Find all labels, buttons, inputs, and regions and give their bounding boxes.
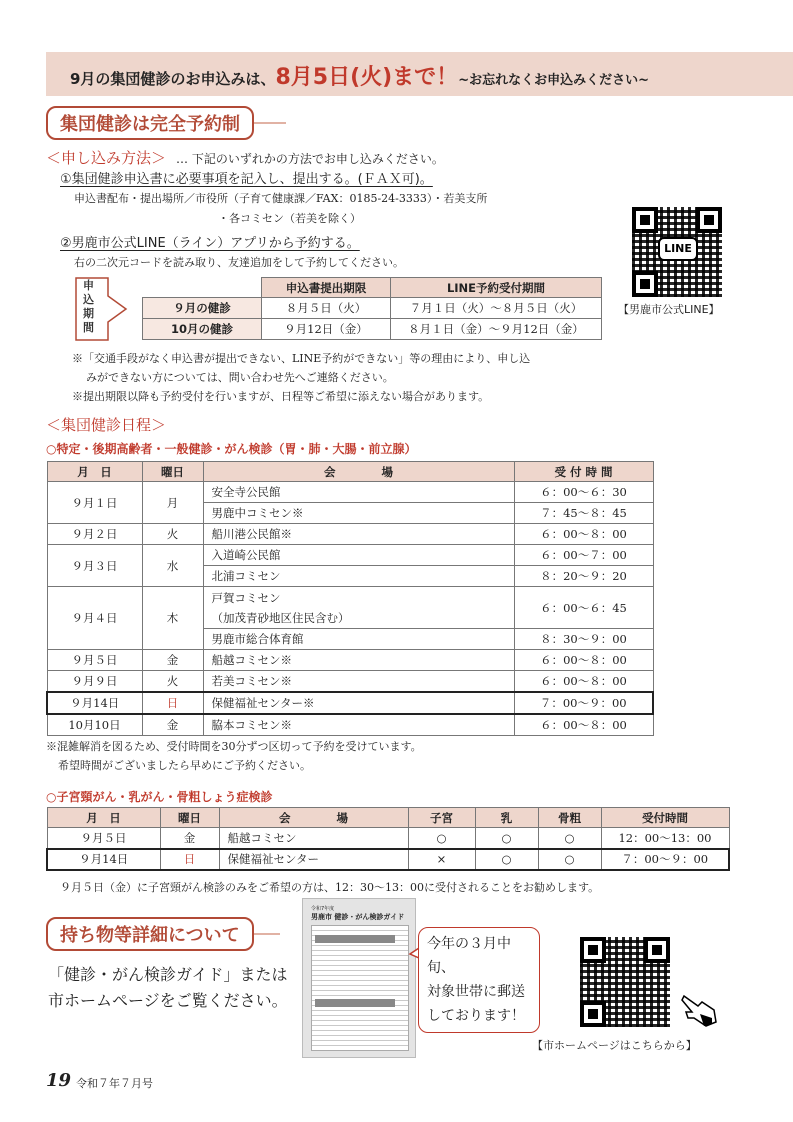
mail-notice-bubble — [418, 927, 540, 1033]
note-2: ※提出期限以降も予約受付を行いますが、日程等ご希望に添えない場合があります。 — [72, 390, 490, 403]
table-cell: ○ — [538, 849, 601, 870]
table-header: LINE予約受付期間 — [391, 278, 602, 298]
table-row-label: ９月の健診 — [143, 298, 262, 319]
schedule-venue: 入道崎公民館 — [203, 545, 514, 566]
schedule-date: 10月10日 — [47, 714, 142, 736]
schedule-venue: 脇本コミセン※ — [203, 714, 514, 736]
banner-text-3: ~お忘れなくお申込みください~ — [458, 73, 649, 88]
schedule-time: ６：00～７：00 — [514, 545, 653, 566]
belongings-line2: 市ホームページをご覧ください。 — [48, 991, 288, 1010]
table-cell: ９月14日 — [47, 849, 160, 870]
table-header: 会 場 — [219, 808, 408, 828]
schedule-time: ７：00～９：00 — [514, 692, 653, 714]
table-cell: 日 — [160, 849, 219, 870]
note-1a: ※「交通手段がなく申込書が提出できない、LINE予約ができない」等の理由により、申し込 — [72, 352, 531, 365]
homepage-qr-label: 【市ホームページはこちらから】 — [532, 1039, 697, 1052]
table-row — [47, 524, 653, 545]
schedule-date: ９月５日 — [47, 650, 142, 671]
schedule-day: 木 — [142, 587, 203, 650]
section-heading-reservation: 集団健診は完全予約制 — [46, 106, 254, 140]
table-cell: ○ — [475, 849, 538, 870]
option-1-title: ①集団健診申込書に必要事項を記入し、提出する。(ＦＡＸ可)。 — [60, 172, 433, 187]
application-period-label: 申込期間 — [83, 279, 94, 334]
schedule-date: ９月４日 — [47, 587, 142, 650]
table-cell: 12：00～13：00 — [601, 828, 729, 849]
schedule-date: ９月３日 — [47, 545, 142, 587]
table-header: 受付時間 — [601, 808, 729, 828]
table-cell: 金 — [160, 828, 219, 849]
schedule-table — [46, 461, 654, 736]
schedule-venue: 男鹿中コミセン※ — [203, 503, 514, 524]
bubble-line: 対象世帯に郵送 — [427, 984, 525, 1000]
table-row — [47, 828, 729, 849]
women-screening-subtitle: ○子宮頸がん・乳がん・骨粗しょう症検診 — [46, 790, 273, 804]
bubble-line: 今年の３月中旬、 — [427, 936, 511, 976]
banner-text-1: 9月の集団健診のお申込みは、 — [70, 70, 276, 88]
table-row — [47, 650, 653, 671]
table-cell: ○ — [538, 828, 601, 849]
women-screening-table — [46, 807, 730, 871]
women-screening-note: ９月５日（金）に子宮頸がん検診のみをご希望の方は、12：30～13：00に受付されることをお勧めします。 — [60, 881, 600, 894]
option-2-line1: 右の二次元コードを読み取り、友達追加をして予約してください。 — [74, 256, 404, 269]
schedule-time: ６：00～８：00 — [514, 650, 653, 671]
table-row-label: 10月の健診 — [143, 319, 262, 340]
schedule-title: ＜集団健診日程＞ — [46, 416, 167, 434]
schedule-day: 火 — [142, 524, 203, 545]
schedule-time: ８：20～９：20 — [514, 566, 653, 587]
homepage-qr-code[interactable] — [580, 937, 670, 1027]
issue-date: 令和７年７月号 — [76, 1077, 153, 1090]
schedule-day: 金 — [142, 650, 203, 671]
method-desc: … 下記のいずれかの方法でお申し込みください。 — [176, 152, 444, 166]
bubble-line: しております！ — [427, 1008, 525, 1024]
note-1b: みができない方については、問い合わせ先へご連絡ください。 — [86, 371, 394, 384]
table-cell: ７月１日（火）～８月５日（火） — [391, 298, 602, 319]
table-cell: ７：00～９：00 — [601, 849, 729, 870]
schedule-day: 金 — [142, 714, 203, 736]
table-row — [47, 714, 653, 736]
table-cell: ８月５日（火） — [262, 298, 391, 319]
schedule-day: 火 — [142, 671, 203, 693]
schedule-note-2: 希望時間がございましたら早めにご予約ください。 — [58, 759, 311, 772]
table-header: 申込書提出期限 — [262, 278, 391, 298]
table-header: 月 日 — [47, 808, 160, 828]
table-header: 受 付 時 間 — [514, 462, 653, 482]
method-title: ＜申し込み方法＞ — [46, 149, 167, 167]
table-header: 乳 — [475, 808, 538, 828]
schedule-day: 日 — [142, 692, 203, 714]
table-cell: ９月12日（金） — [262, 319, 391, 340]
schedule-venue: 船越コミセン※ — [203, 650, 514, 671]
schedule-venue: 保健福祉センター※ — [203, 692, 514, 714]
table-row — [47, 482, 653, 503]
schedule-note-1: ※混雑解消を図るため、受付時間を30分ずつ区切って予約を受けています。 — [46, 740, 422, 753]
table-row — [47, 587, 653, 629]
header-banner — [46, 52, 793, 96]
schedule-time: ６：00～８：00 — [514, 671, 653, 693]
guide-booklet-title: 男鹿市 健診・がん検診ガイド — [311, 913, 405, 921]
table-row — [47, 545, 653, 566]
schedule-time: ７：45～８：45 — [514, 503, 653, 524]
table-row — [47, 671, 653, 693]
guide-booklet-image — [302, 898, 416, 1058]
schedule-date: ９月２日 — [47, 524, 142, 545]
schedule-date: ９月１日 — [47, 482, 142, 524]
schedule-venue: 戸賀コミセン （加茂青砂地区住民含む） — [203, 587, 514, 629]
table-cell: ８月１日（金）～９月12日（金） — [391, 319, 602, 340]
table-cell: ○ — [408, 828, 475, 849]
table-header: 曜日 — [142, 462, 203, 482]
option-2-title: ②男鹿市公式LINE（ライン）アプリから予約する。 — [60, 236, 360, 251]
line-qr-label: 【男鹿市公式LINE】 — [618, 303, 720, 316]
table-header: 子宮 — [408, 808, 475, 828]
table-cell: 船越コミセン — [219, 828, 408, 849]
table-header: 骨粗 — [538, 808, 601, 828]
line-qr-code[interactable] — [632, 207, 722, 297]
schedule-time: ６：00～８：00 — [514, 524, 653, 545]
table-header — [143, 278, 262, 298]
application-period-table — [142, 277, 602, 340]
schedule-date: ９月９日 — [47, 671, 142, 693]
table-cell: ○ — [475, 828, 538, 849]
line-badge: LINE — [658, 237, 698, 261]
table-header: 月 日 — [47, 462, 142, 482]
schedule-day: 水 — [142, 545, 203, 587]
schedule-time: ６：00～８：00 — [514, 714, 653, 736]
schedule-time: ６：00～６：30 — [514, 482, 653, 503]
table-header: 会 場 — [203, 462, 514, 482]
page-number: 19 — [46, 1070, 72, 1091]
table-cell: × — [408, 849, 475, 870]
pointing-hand-icon — [678, 988, 720, 1028]
schedule-venue: 船川港公民館※ — [203, 524, 514, 545]
schedule-time: ８：30～９：00 — [514, 629, 653, 650]
guide-booklet-year: 令和7年度 — [311, 906, 335, 912]
schedule-venue: 若美コミセン※ — [203, 671, 514, 693]
table-row — [47, 692, 653, 714]
schedule-venue: 北浦コミセン — [203, 566, 514, 587]
banner-deadline: 8月5日(火)まで！ — [275, 65, 459, 90]
schedule-time: ６：00～６：45 — [514, 587, 653, 629]
option-1-line1: 申込書配布・提出場所／市役所（子育て健康課／FAX：0185-24-3333）・若美支所 — [74, 192, 488, 205]
table-cell: ９月５日 — [47, 828, 160, 849]
section-heading-belongings: 持ち物等詳細について — [46, 917, 254, 951]
schedule-day: 月 — [142, 482, 203, 524]
table-header: 曜日 — [160, 808, 219, 828]
schedule-date: ９月14日 — [47, 692, 142, 714]
table-row — [47, 849, 729, 870]
schedule-venue: 安全寺公民館 — [203, 482, 514, 503]
schedule-subtitle: ○特定・後期高齢者・一般健診・がん検診（胃・肺・大腸・前立腺） — [46, 442, 417, 456]
table-cell: 保健福祉センター — [219, 849, 408, 870]
belongings-line1: 「健診・がん検診ガイド」または — [48, 965, 288, 984]
option-1-line2: ・各コミセン（若美を除く） — [218, 212, 361, 225]
schedule-venue: 男鹿市総合体育館 — [203, 629, 514, 650]
